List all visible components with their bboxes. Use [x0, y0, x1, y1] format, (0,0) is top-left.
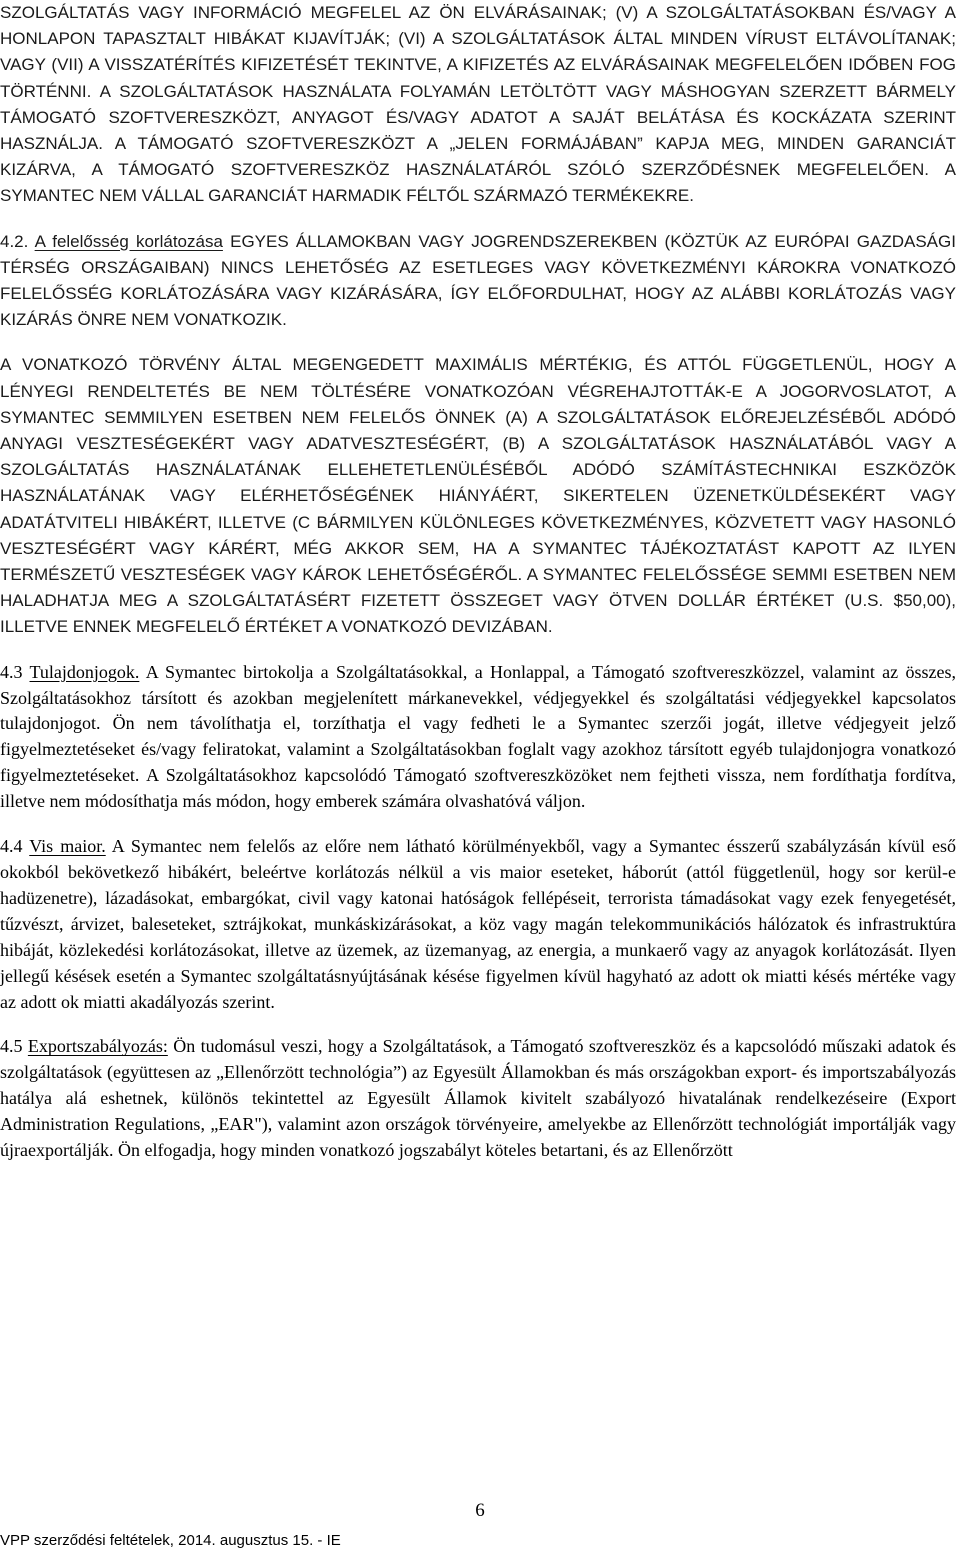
section-4-5-paragraph: [0, 1034, 956, 1164]
section-text: A Symantec birtokolja a Szolgáltatásokkal, a Honlappal, a Támogató szoftvereszközzel, valamint az összes, Szolgáltatásokhoz társított és azokban megjelenített márkanevekkel, védjegyekkel és szolgáltatási védjegyekkel kapcsolatos tulajdonjogot. Ön nem távolíthatja el, torzíthatja el vagy fedheti le a Symantec szerzői jogát, illetve védjegyeit jelző figyelmeztetéseket és/vagy feliratokat, valamint a Szolgáltatásokban foglalt vagy azokhoz társított egyéb tulajdonjogra vonatkozó figyelmeztetéseket. A Szolgáltatásokhoz kapcsolódó Támogató szoftvereszközöket nem fejtheti vissza, nem fordíthatja fordítva, illetve nem módosíthatja más módon, hogy emberek számára olvashatóvá váljon.: [0, 661, 956, 812]
section-title-force-majeure: Vis maior.: [29, 836, 106, 857]
paragraph-spacer: [0, 641, 956, 660]
section-4-2-paragraph: [0, 229, 956, 334]
section-4-3-paragraph: [0, 660, 956, 815]
section-number: 4.2.: [0, 231, 29, 251]
section-text: EGYES ÁLLAMOKBAN VAGY JOGRENDSZEREKBEN (KÖZTÜK AZ EURÓPAI GAZDASÁGI TÉRSÉG ORSZÁGAIBAN) NINCS LEHETŐSÉG AZ ESETLEGES VAGY KÖVETKEZMÉNYI KÁROKRA VONATKOZÓ FELELŐSSÉG KORLÁTOZÁSÁRA VAGY KIZÁRÁSÁRA, ÍGY ELŐFORDULHAT, HOGY AZ ALÁBBI KORLÁTOZÁS VAGY KIZÁRÁS ÖNRE NEM VONATKOZIK.: [0, 231, 956, 330]
page-footer: VPP szerződési feltételek, 2014. augusztus 15. - IE: [0, 1532, 341, 1549]
page-number: 6: [475, 1500, 485, 1521]
section-text: A Symantec nem felelős az előre nem látható körülményekből, vagy a Symantec ésszerű szabályzásán kívül eső okokból bekövetkező hibákért, beleértve korlátozás nélkül a vis maior eseteket, háborút (attól függetlenül, hogy sor kerül-e hadüzenetre), lázadásokat, embargókat, civil vagy katonai hatóságok fellépéseit, terrorista támadásokat vagy ezek fenyegetését, tűzvészt, árvizet, baleseteket, sztrájkokat, munkáskizárásokat, a köz vagy magán telekommunikációs hálózatok és infrastruktúra hibáját, közlekedési korlátozásokat, illetve az üzemek, az üzemanyag, az energia, a munkaerő vagy az anyagok korlátozását. Ilyen jellegű késések esetén a Symantec szolgáltatásnyújtásának késése figyelmen kívül hagyható az adott ok miatti késés mértéke vagy az adott ok miatti akadályozás szerint.: [0, 836, 956, 1012]
section-number: 4.5: [0, 1036, 23, 1057]
paragraph-spacer: [0, 815, 956, 834]
section-title-export-control: Exportszabályozás:: [27, 1036, 168, 1057]
section-4-2-paragraph-2: A VONATKOZÓ TÖRVÉNY ÁLTAL MEGENGEDETT MAXIMÁLIS MÉRTÉKIG, ÉS ATTÓL FÜGGETLENÜL, HOGY A LÉNYEGI RENDELTETÉS BE NEM TÖLTÉSÉRE VONATKOZÓAN VÉGREHAJTOTTÁK-E A JOGORVOSLATOT, A SYMANTEC SEMMILYEN ESETBEN NEM FELELŐS ÖNNEK (A) A SZOLGÁLTATÁSOK ELŐREJELZÉSÉBŐL ADÓDÓ ANYAGI VESZTESÉGEKÉRT VAGY ADATVESZTESÉGÉRT, (B) A SZOLGÁLTATÁSOK HASZNÁLATÁBÓL VAGY A SZOLGÁLTATÁS HASZNÁLATÁNAK ELLEHETETLENÜLÉSÉBŐL ADÓDÓ SZÁMÍTÁSTECHNIKAI ESZKÖZÖK HASZNÁLATÁNAK VAGY ELÉRHETŐSÉGÉNEK HIÁNYÁÉRT, SIKERTELEN ÜZENETKÜLDÉSEKÉRT VAGY ADATÁTVITELI HIBÁKÉRT, ILLETVE (C BÁRMILYEN KÜLÖNLEGES KÖVETKEZMÉNYES, KÖZVETETT VAGY HASONLÓ VESZTESÉGÉRT VAGY KÁRÉRT, MÉG AKKOR SEM, HA A SYMANTEC TÁJÉKOZTATÁST KAPOTT AZ ILYEN TERMÉSZETŰ VESZTESÉGEK VAGY KÁROK LEHETŐSÉGÉRŐL. A SYMANTEC FELELŐSSÉGE SEMMI ESETBEN NEM HALADHATJA MEG A SZOLGÁLTATÁSÉRT FIZETETT ÖSSZEGET VAGY ÖTVEN DOLLÁR ÉRTÉKET (U.S. $50,00), ILLETVE ENNEK MEGFELELŐ ÉRTÉKET A VONATKOZÓ DEVIZÁBAN.: [0, 355, 956, 637]
section-4-4-paragraph: [0, 834, 956, 1015]
section-number: 4.4: [0, 836, 23, 857]
paragraph-spacer: [0, 333, 956, 352]
section-title-ownership: Tulajdonjogok.: [29, 661, 140, 682]
section-text: Ön tudomásul veszi, hogy a Szolgáltatások, a Támogató szoftvereszköz és a kapcsolódó műszaki adatok és szolgáltatások (együttesen az „Ellenőrzött technológia”) az Egyesült Államokban és más országokban export- és importszabályozás hatálya alá eshetnek, különös tekintettel az Egyesült Államok kivitelt szabályozó hivatalának rendelkezéseire (Export Administration Regulations, „EAR"), valamint azon országok törvényeire, amelyekbe az Ellenőrzött technológiát importálják vagy újraexportálják. Ön elfogadja, hogy minden vonatkozó jogszabályt köteles betartani, és az Ellenőrzött: [0, 1036, 956, 1161]
section-4-2-continuation: SZOLGÁLTATÁS VAGY INFORMÁCIÓ MEGFELEL AZ ÖN ELVÁRÁSAINAK; (V) A SZOLGÁLTATÁSOKBAN ÉS/VAGY A HONLAPON TAPASZTALT HIBÁKAT KIJAVÍTJÁK; (VI) A SZOLGÁLTATÁSOK ÁLTAL MINDEN VÍRUST ELTÁVOLÍTANAK; VAGY (VII) A VISSZATÉRÍTÉS KIFIZETÉSÉT TEKINTVE, A KIFIZETÉS AZ ELVÁRÁSAINAK MEGFELELŐEN IDŐBEN FOG TÖRTÉNNI. A SZOLGÁLTATÁSOK HASZNÁLATA FOLYAMÁN LETÖLTÖTT VAGY MÁSHOGYAN SZERZETT BÁRMELY TÁMOGATÓ SZOFTVERESZKÖZT, ANYAGOT ÉS/VAGY ADATOT A SAJÁT BELÁTÁSA ÉS KOCKÁZATA SZERINT HASZNÁLJA. A TÁMOGATÓ SZOFTVERESZKÖZT A „JELEN FORMÁJÁBAN” KAPJA MEG, MINDEN GARANCIÁT KIZÁRVA, A TÁMOGATÓ SZOFTVERESZKÖZ HASZNÁLATÁRÓL SZÓLÓ SZERZŐDÉSNEK MEGFELELŐEN. A SYMANTEC NEM VÁLLAL GARANCIÁT HARMADIK FÉLTŐL SZÁRMAZÓ TERMÉKEKRE.: [0, 3, 956, 206]
paragraph-spacer: [0, 210, 956, 229]
section-title-liability: A felelősség korlátozása: [34, 231, 223, 251]
section-number: 4.3: [0, 661, 23, 682]
paragraph-spacer: [0, 1015, 956, 1034]
